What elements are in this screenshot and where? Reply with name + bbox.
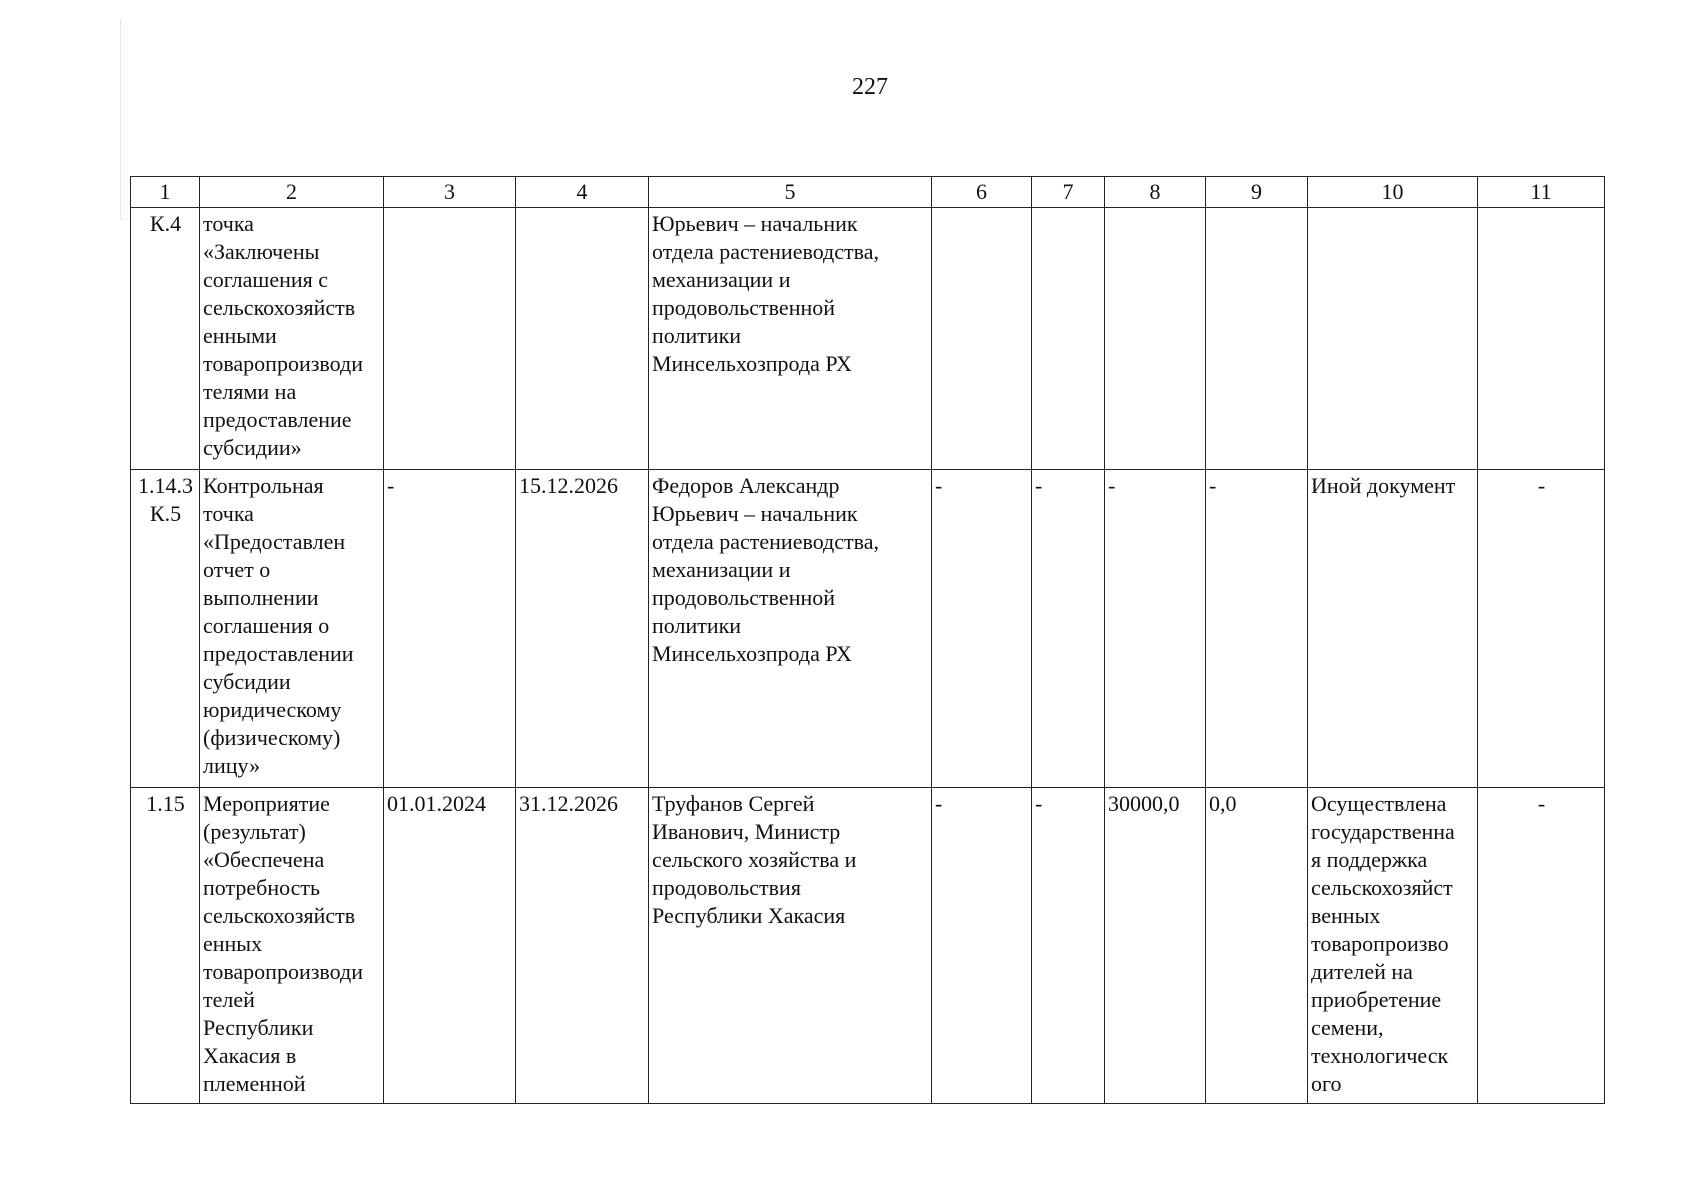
end-date: 15.12.2026 — [519, 473, 618, 498]
header-row — [131, 177, 1605, 208]
start-date: 01.01.2024 — [387, 791, 486, 816]
column-header: 2 — [200, 177, 384, 208]
cell-col9: 0,0 — [1209, 791, 1237, 816]
cell-col8: 30000,0 — [1108, 791, 1180, 816]
table-row — [131, 470, 1605, 788]
row-number: 1.15 — [146, 791, 185, 816]
responsible-person: Федоров Александр Юрьевич – начальник отдела растениеводства, механизации и продовольственной политики Минсельхозпрода РХ — [652, 473, 879, 666]
cell-col11: - — [1537, 791, 1546, 816]
cell-col7: - — [1035, 473, 1043, 498]
row-number: К.4 — [149, 211, 182, 236]
measures-table — [130, 176, 1605, 1104]
table-row — [131, 788, 1605, 1104]
cell-col6: - — [935, 473, 943, 498]
scan-edge-artifact — [50, 20, 121, 220]
row-number: 1.14.3 К.5 — [138, 473, 193, 526]
cell-col8: - — [1108, 473, 1116, 498]
responsible-person: Юрьевич – начальник отдела растениеводства, механизации и продовольственной политики Минсельхозпрода РХ — [652, 211, 879, 376]
cell-col9: - — [1209, 473, 1217, 498]
cell-col11: - — [1537, 473, 1546, 498]
measure-name: Мероприятие (результат) «Обеспечена потребность сельскохозяйств енных товаропроизводи телей Республики Хакасия в племенной — [203, 791, 363, 1096]
column-header: 7 — [1032, 177, 1105, 208]
column-header: 10 — [1308, 177, 1478, 208]
page-number: 227 — [852, 74, 888, 100]
column-header: 4 — [516, 177, 649, 208]
cell-col10: Осуществлена государственна я поддержка сельскохозяйст венных товаропроизво дителей на приобретение семени, технологическ ого — [1311, 791, 1455, 1096]
column-header: 11 — [1478, 177, 1605, 208]
start-date: - — [387, 473, 395, 498]
column-header: 9 — [1206, 177, 1308, 208]
column-header: 1 — [131, 177, 200, 208]
column-header: 6 — [932, 177, 1032, 208]
measure-name: Контрольная точка «Предоставлен отчет о выполнении соглашения о предоставлении субсидии юридическому (физическому) лицу» — [203, 473, 354, 778]
measure-name: точка «Заключены соглашения с сельскохозяйств енными товаропроизводи телями на предоставление субсидии» — [203, 211, 363, 460]
column-header: 8 — [1105, 177, 1206, 208]
cell-col10: Иной документ — [1311, 473, 1456, 498]
column-header: 5 — [649, 177, 932, 208]
cell-col7: - — [1035, 791, 1043, 816]
responsible-person: Труфанов Сергей Иванович, Министр сельского хозяйства и продовольствия Республики Хакасия — [652, 791, 857, 928]
end-date: 31.12.2026 — [519, 791, 618, 816]
column-header: 3 — [384, 177, 516, 208]
cell-col6: - — [935, 791, 943, 816]
table-row — [131, 208, 1605, 470]
